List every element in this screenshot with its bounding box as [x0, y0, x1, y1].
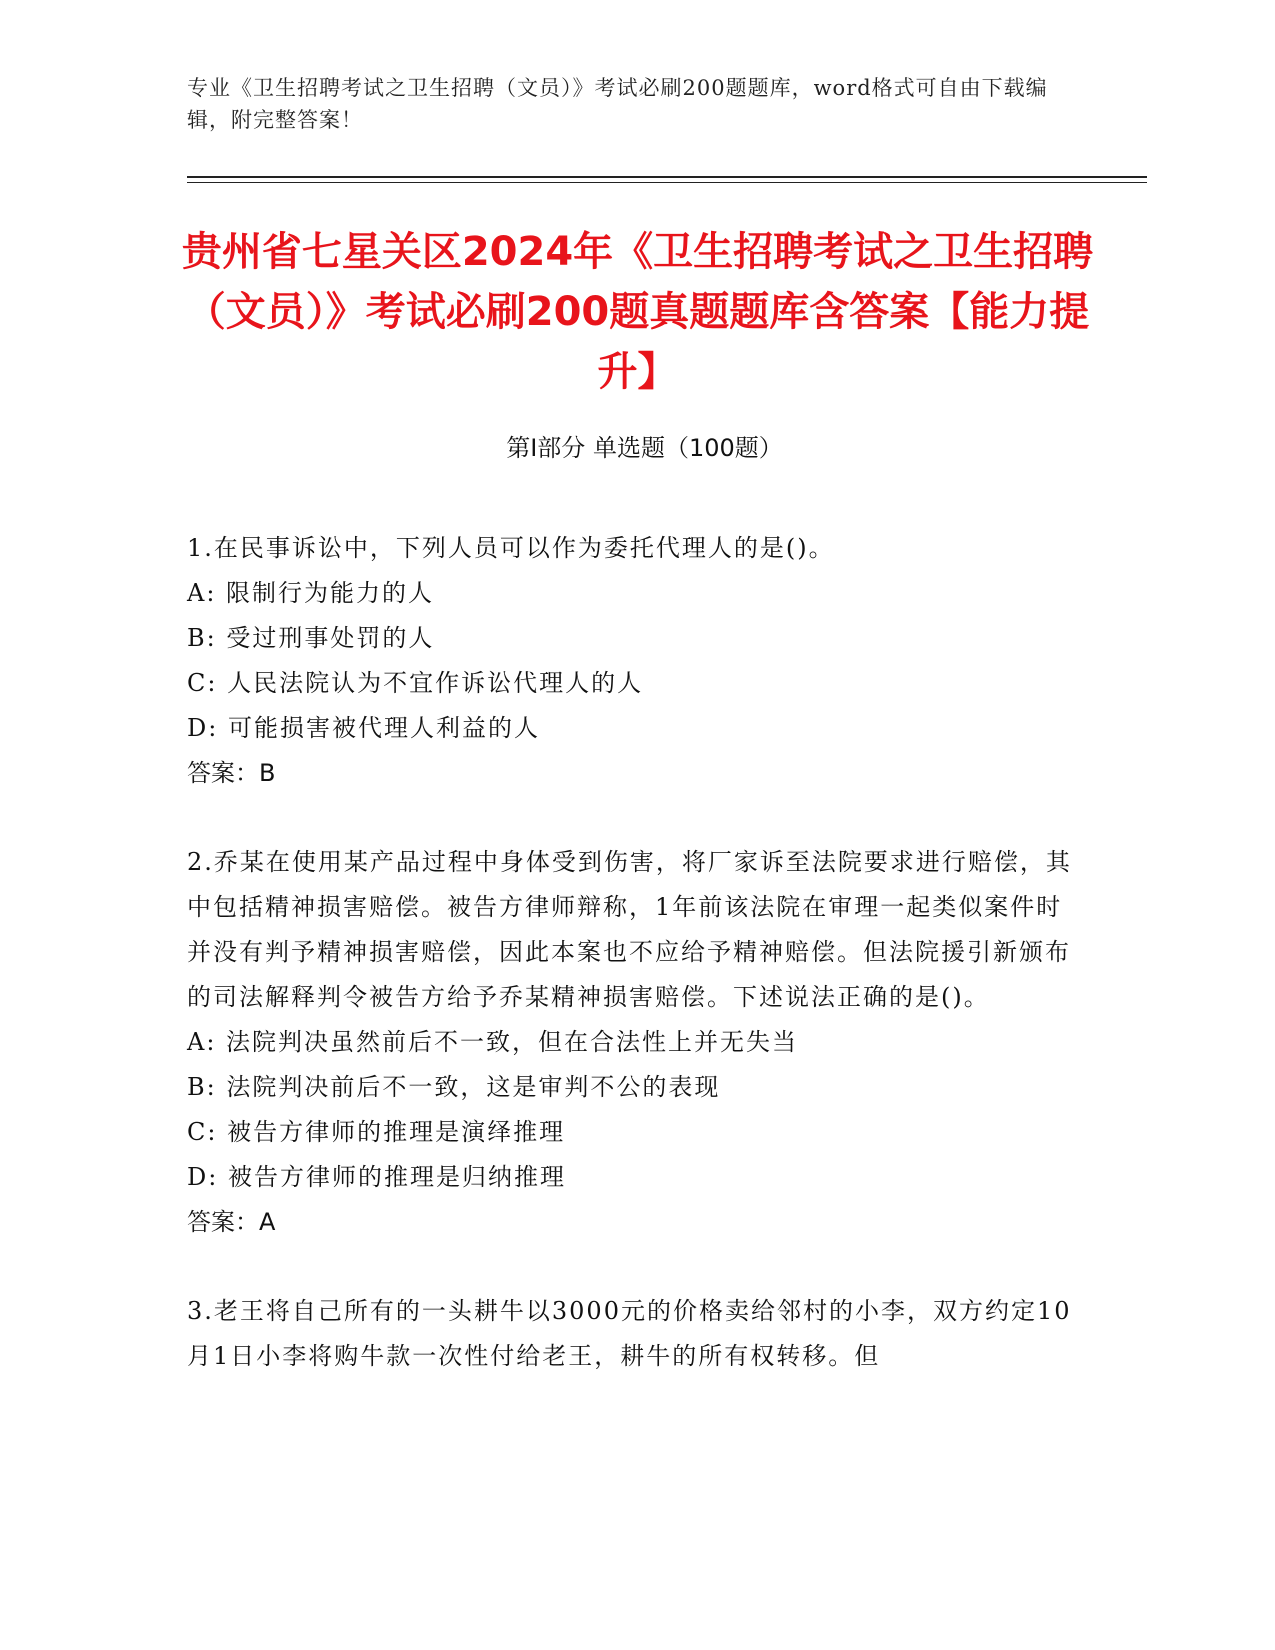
header-note: 专业《卫生招聘考试之卫生招聘（文员）》考试必刷200题题库，word格式可自由下载编辑，附完整答案！: [187, 76, 1048, 132]
question-3: [187, 1289, 1087, 1379]
section-heading: 第Ⅰ部分 单选题（100题）: [506, 434, 783, 462]
option-a: A: 法院判决虽然前后不一致，但在合法性上并无失当: [187, 1028, 799, 1056]
question-1: [187, 526, 1087, 796]
option-b: B: 受过刑事处罚的人: [187, 624, 435, 652]
document-title: 贵州省七星关区2024年《卫生招聘考试之卫生招聘（文员）》考试必刷200题真题题库含答案【能力提升】: [181, 229, 1094, 395]
option-d: D: 被告方律师的推理是归纳推理: [187, 1163, 566, 1191]
question-list: [187, 526, 1087, 1423]
question-stem: 2.乔某在使用某产品过程中身体受到伤害，将厂家诉至法院要求进行赔偿，其中包括精神损害赔偿。被告方律师辩称，1年前该法院在审理一起类似案件时并没有判予精神损害赔偿，因此本案也不应给予精神赔偿。但法院援引新颁布的司法解释判令被告方给予乔某精神损害赔偿。下述说法正确的是()。: [187, 848, 1072, 1011]
answer-line: 答案：A: [187, 1208, 276, 1236]
option-a: A: 限制行为能力的人: [187, 579, 435, 607]
option-d: D: 可能损害被代理人利益的人: [187, 714, 540, 742]
question-2: [187, 840, 1087, 1245]
question-stem: 3.老王将自己所有的一头耕牛以3000元的价格卖给邻村的小李，双方约定10月1日小李将购牛款一次性付给老王，耕牛的所有权转移。但: [187, 1297, 1072, 1370]
question-stem: 1.在民事诉讼中，下列人员可以作为委托代理人的是()。: [187, 534, 835, 562]
answer-line: 答案：B: [187, 759, 276, 787]
option-c: C: 被告方律师的推理是演绎推理: [187, 1118, 566, 1146]
header-rule-thin: [187, 182, 1147, 183]
header-rule-thick: [187, 176, 1147, 178]
option-c: C: 人民法院认为不宜作诉讼代理人的人: [187, 669, 644, 697]
option-b: B: 法院判决前后不一致，这是审判不公的表现: [187, 1073, 721, 1101]
